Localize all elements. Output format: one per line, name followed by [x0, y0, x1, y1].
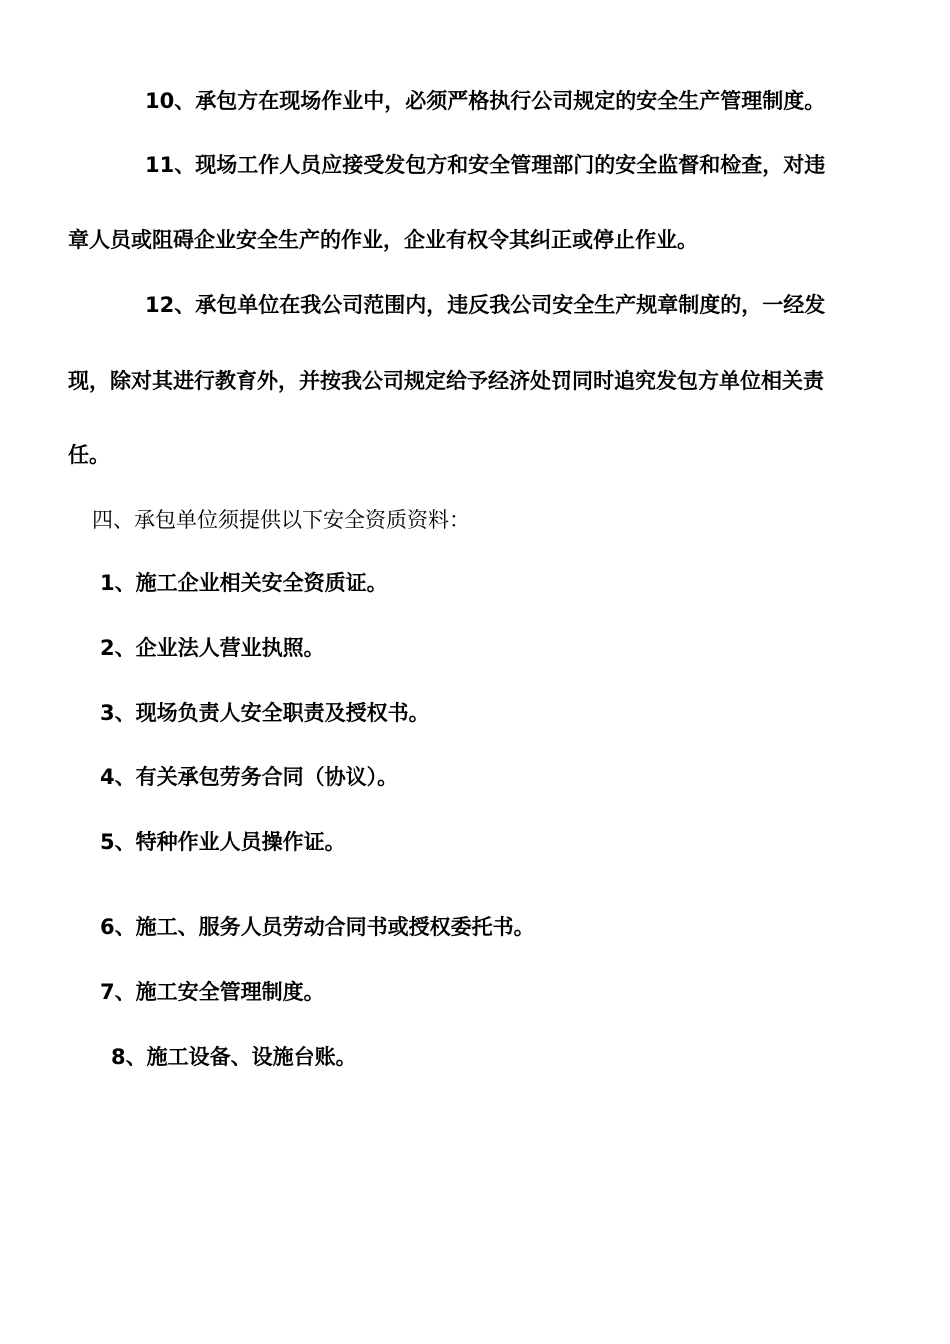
clause-12-line-3: 任。	[68, 443, 110, 467]
clause-11-line-2: 章人员或阻碍企业安全生产的作业，企业有权令其纠正或停止作业。	[68, 228, 698, 252]
material-item-5: 5、特种作业人员操作证。	[100, 830, 346, 854]
clause-11-line-1: 11、现场工作人员应接受发包方和安全管理部门的安全监督和检查，对违	[145, 153, 826, 177]
material-item-8: 8、施工设备、设施台账。	[111, 1045, 357, 1069]
material-item-3: 3、现场负责人安全职责及授权书。	[100, 701, 430, 725]
section-4-heading: 四、承包单位须提供以下安全资质资料：	[92, 508, 470, 532]
material-item-6: 6、施工、服务人员劳动合同书或授权委托书。	[100, 915, 535, 939]
material-item-1: 1、施工企业相关安全资质证。	[100, 571, 388, 595]
clause-10: 10、承包方在现场作业中，必须严格执行公司规定的安全生产管理制度。	[145, 89, 826, 113]
clause-12-line-2: 现，除对其进行教育外，并按我公司规定给予经济处罚同时追究发包方单位相关责	[68, 369, 824, 393]
material-item-2: 2、企业法人营业执照。	[100, 636, 325, 660]
clause-12-line-1: 12、承包单位在我公司范围内，违反我公司安全生产规章制度的，一经发	[145, 293, 826, 317]
material-item-7: 7、施工安全管理制度。	[100, 980, 325, 1004]
material-item-4: 4、有关承包劳务合同（协议）。	[100, 765, 399, 789]
